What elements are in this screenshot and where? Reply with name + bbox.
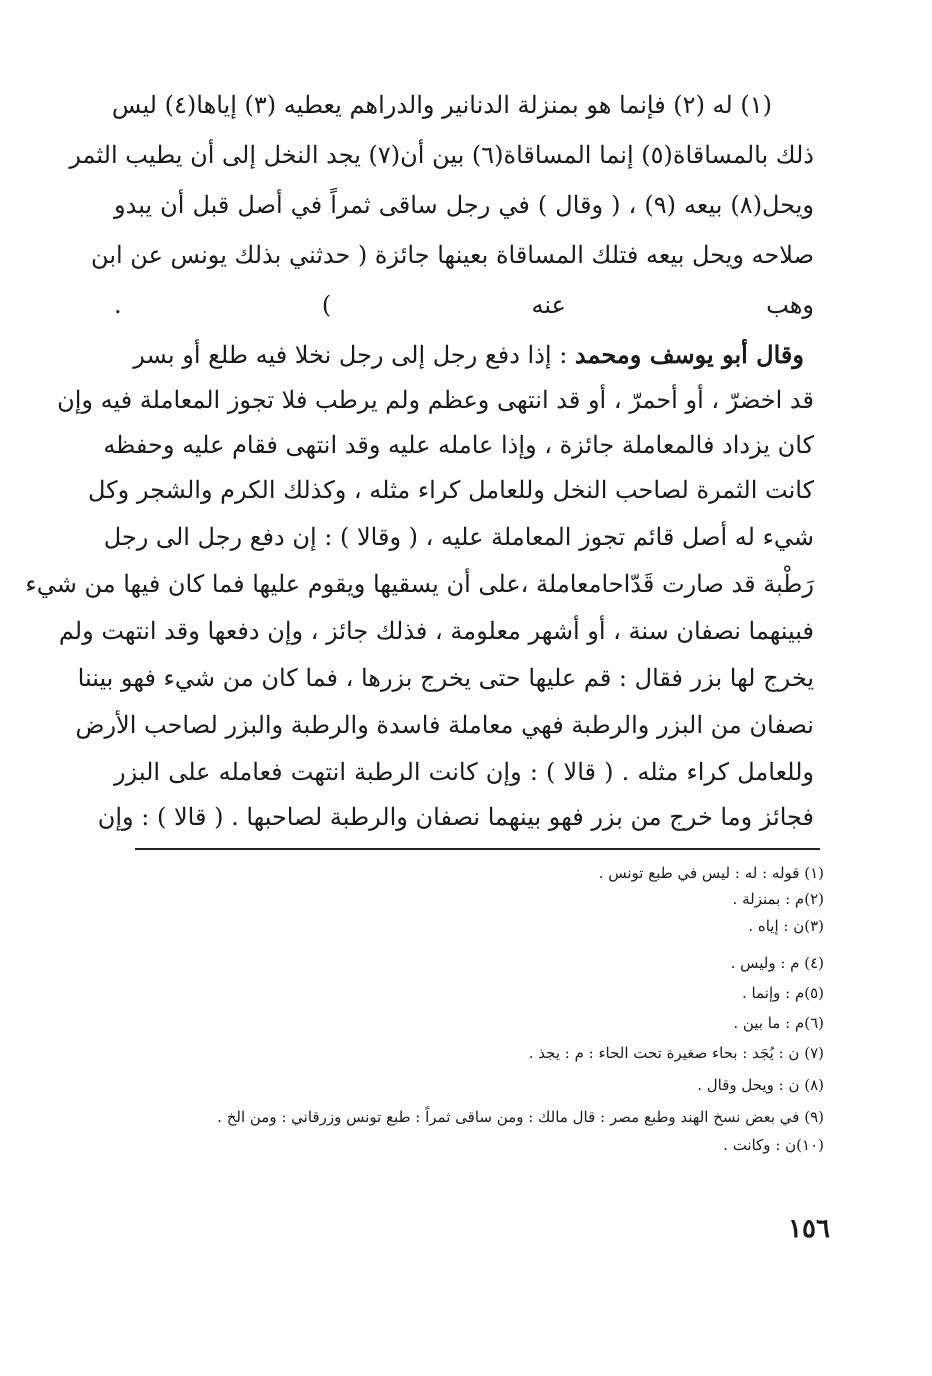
paragraph2-line-6: رَطْبة قد صارت قَدّاحامعاملة ،على أن يسقيها ويقوم عليها فما كان فيها من شيء: [25, 570, 814, 598]
paragraph1-line-2: ذلك بالمساقاة(٥) إنما المساقاة(٦) بين أن(٧) يجد النخل إلى أن يطيب الثمر: [69, 141, 814, 169]
paragraph2-line-11: فجائز وما خرج من بزر فهو بينهما نصفان والرطبة لصاحبها . ( قالا ) : وإن: [97, 803, 814, 831]
page-number: ١٥٦: [788, 1214, 830, 1244]
footnote-6: (٦)م : ما بين .: [733, 1014, 824, 1032]
footnote-7: (٧) ن : يُجَد : بحاء صغيرة تحت الحاء : م : يجذ .: [528, 1044, 824, 1062]
footnote-10: (١٠)ن : وكانت .: [723, 1136, 824, 1154]
footnote-1: (١) قوله : له : ليس في طبع تونس .: [598, 864, 824, 882]
footnote-5: (٥)م : وإنما .: [741, 984, 824, 1002]
paragraph2-line-3: كان يزداد فالمعاملة جائزة ، وإذا عامله عليه وقد انتهى فقام عليه وحفظه: [103, 431, 814, 459]
paragraph2-line-7: فبينهما نصفان سنة ، أو أشهر معلومة ، فذلك جائز ، وإن دفعها وقد انتهت ولم: [58, 617, 814, 645]
paragraph1-line-4: صلاحه ويحل بيعه فتلك المساقاة بعينها جائزة ( حدثني بذلك يونس عن ابن: [91, 241, 814, 269]
paragraph2-line-10: وللعامل كراء مثله . ( قالا ) : وإن كانت الرطبة انتهت فعامله على البزر: [114, 758, 814, 786]
paragraph2-first-rest: : إذا دفع رجل إلى رجل نخلا فيه طلع أو بسر: [133, 341, 575, 369]
paragraph1-line-5: وهب عنه ) .: [114, 291, 814, 319]
paragraph2-line-4: كانت الثمرة لصاحب النخل وللعامل كراء مثله ، وكذلك الكرم والشجر وكل: [88, 476, 814, 504]
footnote-separator: [135, 848, 820, 850]
footnote-9: (٩) في بعض نسخ الهند وطبع مصر : قال مالك : ومن ساقى ثمراً : طبع تونس وزرقاني : ومن الخ .: [217, 1108, 824, 1126]
footnote-4: (٤) م : وليس .: [730, 954, 824, 972]
paragraph2-line-5: شيء له أصل قائم تجوز المعاملة عليه ، ( وقالا ) : إن دفع رجل الى رجل: [103, 523, 814, 551]
paragraph2-line-2: قد اخضرّ ، أو أحمرّ ، أو قد انتهى وعظم ولم يرطب فلا تجوز المعاملة فيه وإن: [57, 386, 814, 414]
paragraph2-lead: وقال أبو يوسف ومحمد: [574, 340, 804, 369]
footnote-3: (٣)ن : إياه .: [748, 917, 824, 935]
paragraph2-line-1: [132, 338, 804, 372]
footnote-2: (٢)م : بمنزلة .: [732, 890, 824, 908]
paragraph2-line-8: يخرج لها بزر فقال : قم عليها حتى يخرج بزرها ، فما كان من شيء فهو بيننا: [77, 664, 814, 692]
paragraph1-line-3: ويحل(٨) بيعه (٩) ، ( وقال ) في رجل ساقى ثمراً في أصل قبل أن يبدو: [114, 191, 814, 219]
paragraph1-line-1: (١) له (٢) فإنما هو بمنزلة الدنانير والدراهم يعطيه (٣) إياها(٤) ليس: [111, 91, 772, 119]
paragraph2-line-9: نصفان من البزر والرطبة فهي معاملة فاسدة والرطبة والبزر لصاحب الأرض: [75, 711, 814, 739]
footnote-8: (٨) ن : ويحل وقال .: [697, 1076, 824, 1094]
